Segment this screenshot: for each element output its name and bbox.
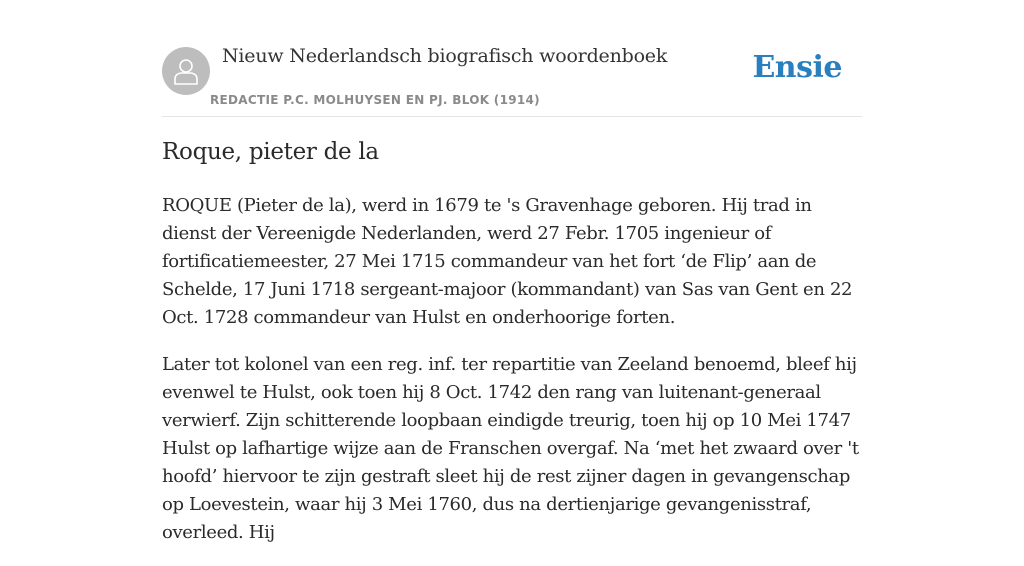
book-title[interactable]: Nieuw Nederlandsch biografisch woordenboek <box>222 45 668 67</box>
paragraph: ROQUE (Pieter de la), werd in 1679 te 's Gravenhage geboren. Hij trad in dienst der Vereenigde Nederlanden, werd 27 Febr. 1705 ingenieur of fortificatiemeester, 27 Mei 1715 commandeur van het fort ‘de Flip’ aan de Schelde, 17 Juni 1718 sergeant-majoor (kommandant) van Sas van Gent en 22 Oct. 1728 commandeur van Hulst en onderhoorige forten. <box>162 195 853 328</box>
header <box>162 0 862 117</box>
user-icon <box>173 57 199 85</box>
paragraph: Later tot kolonel van een reg. inf. ter repartitie van Zeeland benoemd, bleef hij evenwel te Hulst, ook toen hij 8 Oct. 1742 den rang van luitenant-generaal verwierf. Zijn schitterende loopbaan eindigde treurig, toen hij op 10 Mei 1747 Hulst op lafhartige wijze aan de Franschen overgaf. Na ‘met het zwaard over 't hoofd’ hiervoor te zijn gestraft sleet hij de rest zijner dagen in gevangenschap op Loevestein, waar hij 3 Mei 1760, dus na dertienjarige gevangenisstraf, overleed. Hij <box>162 354 859 543</box>
page <box>162 0 862 543</box>
brand-logo[interactable]: Ensie <box>752 50 842 85</box>
entry-body <box>162 192 862 566</box>
book-credit: REDACTIE P.C. MOLHUYSEN EN PJ. BLOK (1914) <box>210 93 540 107</box>
avatar[interactable] <box>162 47 210 95</box>
entry-title: Roque, pieter de la <box>162 139 379 165</box>
